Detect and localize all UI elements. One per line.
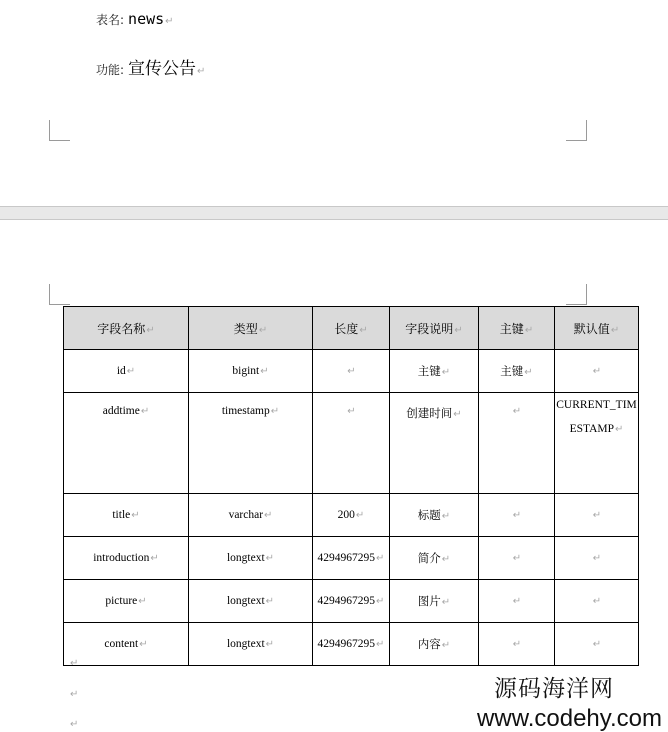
table-cell: 4294967295↵ <box>313 623 390 666</box>
table-cell: 简介↵ <box>390 537 479 580</box>
table-cell: ↵ <box>479 494 555 537</box>
paragraph-mark: ↵ <box>70 719 79 730</box>
table-cell: ↵ <box>479 537 555 580</box>
return-mark: ↵ <box>197 66 206 77</box>
header-cell: 类型↵ <box>189 307 313 350</box>
table-cell: 标题↵ <box>390 494 479 537</box>
site-watermark <box>477 678 662 731</box>
function-label: 功能: <box>96 63 125 77</box>
table-cell: 主键↵ <box>479 350 555 393</box>
table-header-row <box>64 307 639 350</box>
header-cell: 默认值↵ <box>555 307 639 350</box>
table-cell: ↵ <box>479 623 555 666</box>
watermark-title: 源码海洋网 <box>494 676 614 702</box>
table-cell: 主键↵ <box>390 350 479 393</box>
table-cell: 图片↵ <box>390 580 479 623</box>
table-cell: 200↵ <box>313 494 390 537</box>
table-cell: longtext↵ <box>189 580 313 623</box>
margin-corner-mark <box>566 284 587 305</box>
table-cell: longtext↵ <box>189 623 313 666</box>
function-line <box>96 54 205 79</box>
table-row <box>64 494 639 537</box>
paragraph-mark: ↵ <box>70 689 79 700</box>
table-cell: addtime↵ <box>64 393 189 494</box>
header-cell: 长度↵ <box>313 307 390 350</box>
margin-corner-mark <box>49 284 70 305</box>
table-row <box>64 393 639 494</box>
table-cell: ↵ <box>555 580 639 623</box>
margin-corner-mark <box>49 120 70 141</box>
table-cell: ↵ <box>555 350 639 393</box>
table-cell: ↵ <box>479 580 555 623</box>
table-cell: 4294967295↵ <box>313 580 390 623</box>
margin-corner-mark <box>566 120 587 141</box>
table-cell: content↵ <box>64 623 189 666</box>
table-row <box>64 623 639 666</box>
table-cell: 4294967295↵ <box>313 537 390 580</box>
watermark-url: www.codehy.com <box>477 705 662 732</box>
paragraph-mark: ↵ <box>70 658 79 669</box>
table-cell: picture↵ <box>64 580 189 623</box>
page-separator <box>0 206 668 220</box>
table-name-label: 表名: <box>96 13 125 27</box>
table-cell: ↵ <box>313 393 390 494</box>
table-cell: ↵ <box>555 494 639 537</box>
table-cell: id↵ <box>64 350 189 393</box>
table-cell: introduction↵ <box>64 537 189 580</box>
header-cell: 字段名称↵ <box>64 307 189 350</box>
table-cell: ↵ <box>555 537 639 580</box>
table-cell: 内容↵ <box>390 623 479 666</box>
field-schema-table <box>63 306 639 666</box>
table-cell: ↵ <box>313 350 390 393</box>
header-cell: 字段说明↵ <box>390 307 479 350</box>
table-row <box>64 580 639 623</box>
table-cell: title↵ <box>64 494 189 537</box>
table-cell: ↵ <box>555 623 639 666</box>
table-cell: timestamp↵ <box>189 393 313 494</box>
header-cell: 主键↵ <box>479 307 555 350</box>
table-row <box>64 350 639 393</box>
table-cell: ↵ <box>479 393 555 494</box>
table-cell: bigint↵ <box>189 350 313 393</box>
table-cell: CURRENT_TIMESTAMP↵ <box>555 393 639 494</box>
table-cell: longtext↵ <box>189 537 313 580</box>
return-mark: ↵ <box>165 16 174 27</box>
function-value: 宣传公告 <box>128 59 197 79</box>
table-cell: 创建时间↵ <box>390 393 479 494</box>
table-name-value: news <box>128 10 165 28</box>
table-name-line <box>96 10 174 28</box>
table-cell: varchar↵ <box>189 494 313 537</box>
table-row <box>64 537 639 580</box>
document-page-upper <box>0 0 668 206</box>
